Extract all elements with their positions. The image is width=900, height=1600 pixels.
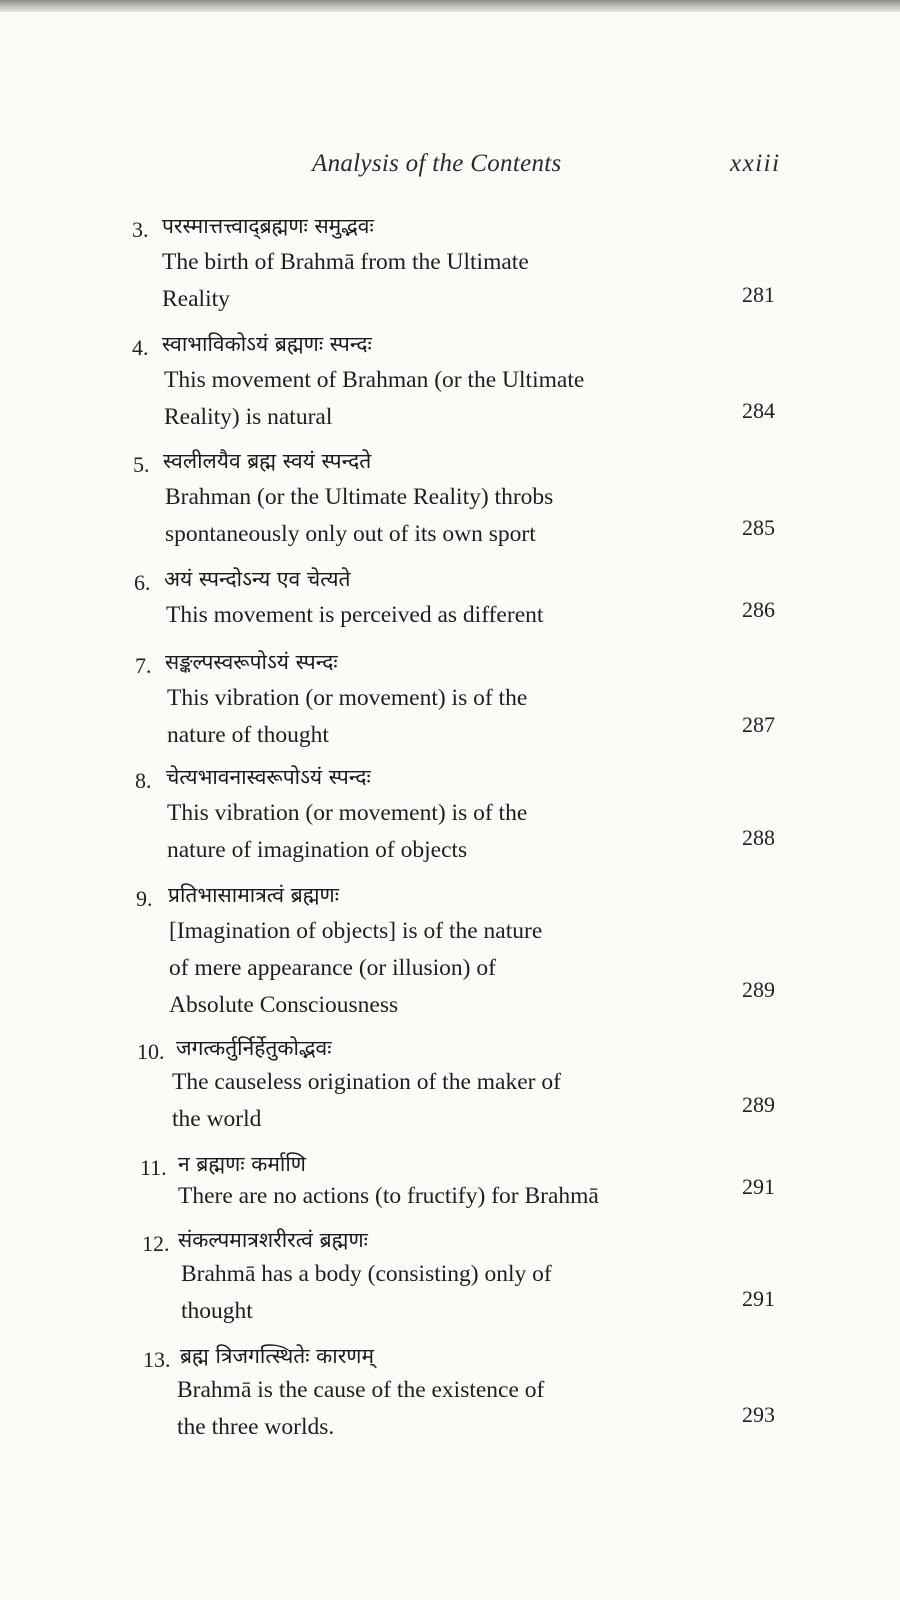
entry-english-line: This movement of Brahman (or the Ultimate — [164, 367, 585, 393]
entry-english-line: Absolute Consciousness — [169, 992, 399, 1018]
entry-english-line: [Imagination of objects] is of the nature — [169, 918, 543, 944]
entry-number: 5. — [133, 452, 150, 477]
entry-english-text — [181, 1256, 681, 1330]
entry-sanskrit-heading: स्वाभाविकोऽयं ब्रह्मणः स्पन्दः — [162, 332, 372, 356]
entry-english-text — [167, 680, 667, 754]
entry-english-line: the three worlds. — [177, 1414, 335, 1440]
entry-page-number: 285 — [742, 515, 775, 540]
entry-english-line: There are no actions (to fructify) for Brahmā — [178, 1183, 599, 1209]
entry-number: 3. — [132, 217, 149, 242]
entry-english-line: This vibration (or movement) is of the — [167, 685, 528, 711]
entry-english-line: Reality) is natural — [164, 404, 333, 430]
entry-number: 13. — [143, 1347, 171, 1372]
entry-page-number: 287 — [742, 712, 775, 737]
entry-english-line: Brahman (or the Ultimate Reality) throbs — [165, 484, 554, 510]
entry-english-line: thought — [181, 1298, 253, 1324]
entry-page-number: 293 — [742, 1402, 775, 1427]
entry-page-number: 281 — [742, 282, 775, 307]
entry-page-number: 291 — [742, 1286, 775, 1311]
entry-english-text — [178, 1178, 678, 1215]
entry-english-line: The causeless origination of the maker of — [172, 1069, 561, 1095]
page-number: xxiii — [730, 150, 781, 177]
entry-sanskrit-heading: ब्रह्म त्रिजगत्स्थितेः कारणम् — [180, 1344, 375, 1368]
entry-english-line: spontaneously only out of its own sport — [165, 521, 536, 547]
entry-english-line: the world — [172, 1106, 262, 1132]
entry-english-line: This vibration (or movement) is of the — [167, 800, 528, 826]
entry-number: 11. — [140, 1155, 167, 1180]
entry-number: 6. — [134, 570, 151, 595]
running-title: Analysis of the Contents — [312, 150, 562, 177]
entry-english-text — [177, 1372, 677, 1446]
entry-english-text — [172, 1064, 672, 1138]
entry-english-text — [169, 913, 669, 1024]
entry-english-text — [165, 479, 665, 553]
entry-english-line: Brahmā is the cause of the existence of — [177, 1377, 545, 1403]
page-top-edge — [0, 0, 900, 12]
entry-number: 10. — [137, 1039, 165, 1064]
entry-number: 4. — [132, 335, 149, 360]
entry-english-line: of mere appearance (or illusion) of — [169, 955, 496, 981]
entry-sanskrit-heading: प्रतिभासामात्रत्वं ब्रह्मणः — [168, 883, 339, 907]
entry-page-number: 288 — [742, 825, 775, 850]
entry-english-line: This movement is perceived as different — [166, 602, 544, 628]
entry-english-line: nature of imagination of objects — [167, 837, 468, 863]
entry-sanskrit-heading: परस्मात्तत्त्वाद्ब्रह्मणः समुद्भवः — [162, 214, 374, 238]
entry-english-text — [166, 597, 666, 634]
entry-number: 9. — [136, 886, 153, 911]
entry-sanskrit-heading: जगत्कर्तुर्निर्हेतुकोद्भवः — [176, 1036, 332, 1060]
entry-page-number: 289 — [742, 977, 775, 1002]
entry-page-number: 286 — [742, 597, 775, 622]
entry-sanskrit-heading: न ब्रह्मणः कर्माणि — [178, 1152, 306, 1176]
entry-page-number: 291 — [742, 1174, 775, 1199]
entry-english-text — [164, 362, 664, 436]
entry-sanskrit-heading: चेत्यभावनास्वरूपोऽयं स्पन्दः — [166, 765, 371, 789]
entry-page-number: 284 — [742, 398, 775, 423]
entry-number: 7. — [135, 653, 152, 678]
entry-english-line: The birth of Brahmā from the Ultimate — [162, 249, 529, 275]
entry-sanskrit-heading: स्वलीलयैव ब्रह्म स्वयं स्पन्दते — [163, 449, 372, 473]
entry-page-number: 289 — [742, 1092, 775, 1117]
entry-number: 8. — [135, 768, 152, 793]
entry-sanskrit-heading: संकल्पमात्रशरीरत्वं ब्रह्मणः — [178, 1228, 368, 1252]
entry-english-line: Reality — [162, 286, 230, 312]
entry-english-line: Brahmā has a body (consisting) only of — [181, 1261, 552, 1287]
entry-sanskrit-heading: सङ्कल्पस्वरूपोऽयं स्पन्दः — [165, 650, 338, 674]
entry-number: 12. — [142, 1231, 170, 1256]
entry-english-line: nature of thought — [167, 722, 329, 748]
entry-english-text — [162, 244, 662, 318]
entry-sanskrit-heading: अयं स्पन्दोऽन्य एव चेत्यते — [164, 567, 351, 591]
entry-english-text — [167, 795, 667, 869]
